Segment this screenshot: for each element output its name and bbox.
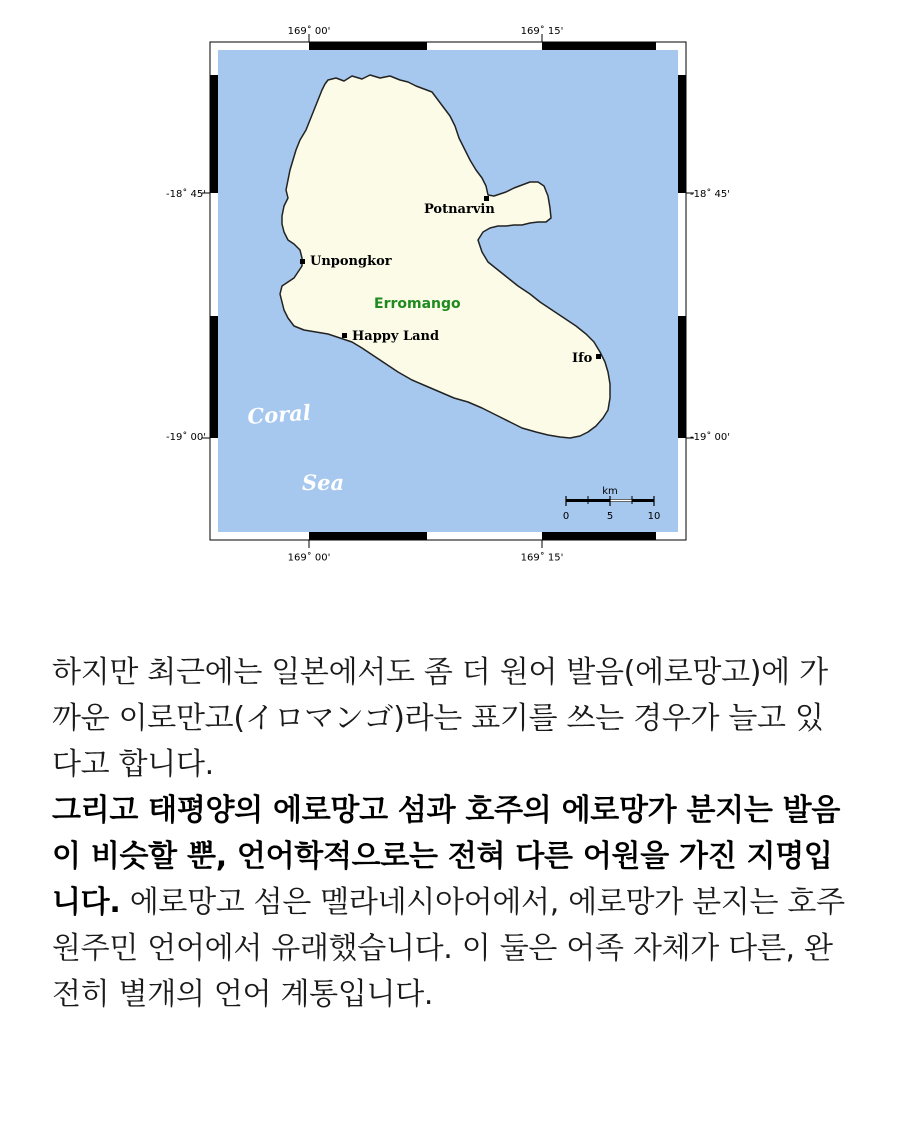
- lon-tick-bottom-2: 169˚ 15': [520, 552, 564, 564]
- paragraph-2-bold: 그리고 태평양의 에로망고 섬과 호주의 에로망가 분지는 발음이 비슷할 뿐, 언어학적으로는 전혀 다른 어원을 가진 지명입니다.: [52, 793, 841, 920]
- sea-label-coral: Coral: [246, 399, 312, 429]
- town-marker-potnarvin: [484, 196, 489, 201]
- town-label-ifo: Ifo: [572, 351, 593, 366]
- scale-tick-0: 0: [562, 511, 570, 522]
- erromango-map: [150, 20, 750, 580]
- town-marker-happy-land: [342, 333, 347, 338]
- town-label-happy-land: Happy Land: [352, 329, 440, 344]
- island-name-label: Erromango: [374, 296, 461, 312]
- scale-tick-10: 10: [647, 511, 661, 522]
- lat-tick-left-1: -18˚ 45': [166, 189, 206, 200]
- lon-tick-bottom-1: 169˚ 00': [287, 552, 331, 564]
- scale-tick-5: 5: [606, 511, 614, 522]
- town-label-unpongkor: Unpongkor: [310, 254, 392, 269]
- lat-tick-right-1: -18˚ 45': [690, 189, 730, 200]
- town-label-potnarvin: Potnarvin: [424, 202, 495, 217]
- town-marker-ifo: [596, 354, 601, 359]
- lon-tick-top-2: 169˚ 15': [520, 26, 564, 37]
- map-figure: [150, 20, 750, 580]
- lat-tick-right-2: -19˚ 00': [690, 432, 730, 443]
- paragraph-2: [52, 788, 852, 1018]
- town-marker-unpongkor: [300, 259, 305, 264]
- sea-label-sea: Sea: [302, 470, 345, 495]
- lon-tick-top-1: 169˚ 00': [287, 26, 331, 37]
- paragraph-2-rest: 에로망고 섬은 멜라네시아어에서, 에로망가 분지는 호주 원주민 언어에서 유래했습니다. 이 둘은 어족 자체가 다른, 완전히 별개의 언어 계통입니다.: [52, 885, 845, 1012]
- article-text: [52, 650, 852, 1018]
- paragraph-1: 하지만 최근에는 일본에서도 좀 더 원어 발음(에로망고)에 가까운 이로만고(イロマンゴ)라는 표기를 쓰는 경우가 늘고 있다고 합니다.: [52, 655, 828, 782]
- lat-tick-left-2: -19˚ 00': [166, 432, 206, 443]
- scale-unit: km: [602, 486, 618, 497]
